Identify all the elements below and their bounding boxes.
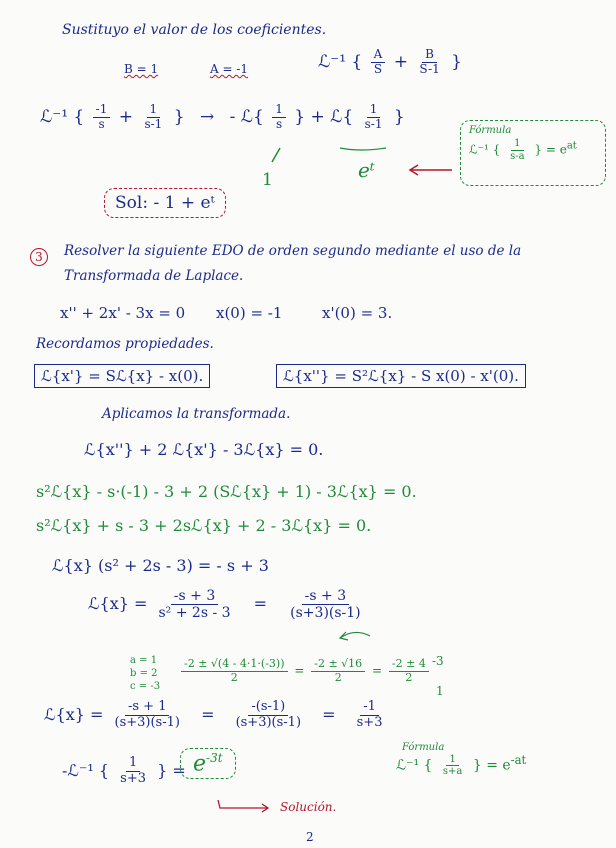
result-one: 1	[262, 170, 273, 190]
arrow-left-icon	[340, 632, 370, 640]
result-exp: eᵗ	[358, 158, 375, 182]
formula-2: Fórmula ℒ⁻¹ { $\frac{1}{s+a}$ } = $e^{-at}$	[396, 742, 527, 778]
quadratic-formula: $\frac{-2 \pm √(4 - 4\cdot 1\cdot(-3))}{2}$ = $\frac{-2 \pm √16}{2}$ = $\frac{-2 \pm 4}{2}$	[178, 658, 432, 684]
arrow-to-solucion-icon	[218, 800, 268, 812]
arrow-down-icon	[272, 148, 280, 162]
root-2: 1	[436, 684, 444, 698]
final-inverse: -ℒ⁻¹ { $\frac{1}{s+3}$ } =	[62, 755, 186, 786]
final-result: $e^{-3t}$	[180, 748, 236, 779]
formula-box: Fórmula ℒ⁻¹ { $\frac{1}{s-a}$ } = $e^{at}$	[460, 120, 606, 186]
solucion-label: Solución.	[280, 800, 337, 814]
inverse-laplace-line: ℒ⁻¹ { $\frac{-1}{s}$ + $\frac{1}{s-1}$ } → - ℒ{ $\frac{1}{s}$ } + ℒ{ $\frac{1}{s-1}$ }	[40, 102, 405, 131]
equation-3: s²ℒ{x} + s - 3 + 2sℒ{x} + 2 - 3ℒ{x} = 0.	[36, 516, 372, 535]
equation-1: ℒ{x''} + 2 ℒ{x'} - 3ℒ{x} = 0.	[84, 440, 324, 459]
arrow-to-result-icon	[410, 165, 452, 175]
root-1: -3	[432, 654, 444, 668]
recordamos-text: Recordamos propiedades.	[36, 336, 214, 352]
problem-text-2: Transformada de Laplace.	[64, 268, 244, 284]
initial-condition-2: x'(0) = 3.	[322, 304, 393, 322]
equation-6: ℒ{x} = $\frac{-s + 1}{(s+3)(s-1)}$ = $\frac{-(s-1)}{(s+3)(s-1)}$ = $\frac{-1}{s+3}$	[44, 699, 383, 730]
equation-5: ℒ{x} = $\frac{-s + 3}{\text{s² + 2s - 3}}$ = $\frac{-s + 3}{(s+3)(s-1)}$	[88, 588, 361, 622]
underline-mark	[340, 148, 386, 150]
intro-text: Sustituyo el valor de los coeficientes.	[62, 22, 327, 38]
equation-2: s²ℒ{x} - s·(-1) - 3 + 2 (Sℒ{x} + 1) - 3ℒ{x} = 0.	[36, 482, 417, 501]
abc-coeffs: a = 1 b = 2 c = -3	[130, 655, 161, 692]
edo-equation: x'' + 2x' - 3x = 0	[60, 304, 186, 322]
coef-b: B = 1	[124, 62, 159, 76]
aplicamos-text: Aplicamos la transformada.	[102, 406, 291, 422]
inverse-laplace-ab: ℒ⁻¹ { $\frac{A}{S}$ + $\frac{B}{S-1}$ }	[318, 47, 462, 76]
problem-number: 3	[30, 246, 48, 266]
initial-condition-1: x(0) = -1	[216, 304, 283, 322]
problem-text-1: Resolver la siguiente EDO de orden segundo mediante el uso de la	[64, 243, 522, 259]
page-number: 2	[306, 830, 314, 844]
equation-4: ℒ{x} (s² + 2s - 3) = - s + 3	[52, 556, 269, 575]
solution-box-1: Sol: - 1 + eᵗ	[104, 188, 226, 218]
coef-a: A = -1	[210, 62, 249, 76]
property-2: ℒ{x''} = S²ℒ{x} - S x(0) - x'(0).	[276, 364, 526, 388]
property-1: ℒ{x'} = Sℒ{x} - x(0).	[34, 364, 210, 388]
